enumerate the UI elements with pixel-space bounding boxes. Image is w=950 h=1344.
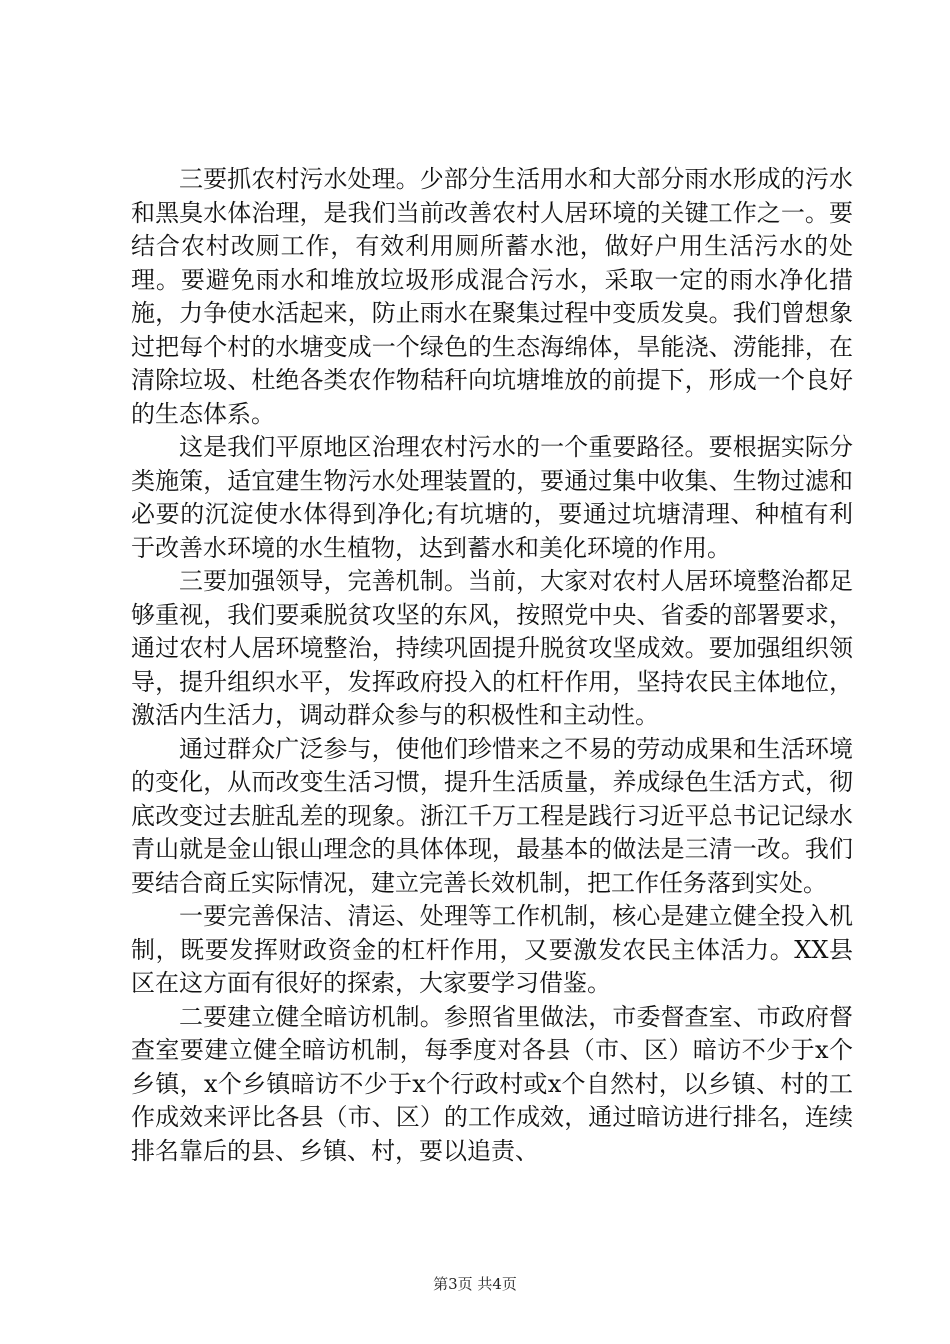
paragraph-5: 一要完善保洁、清运、处理等工作机制，核心是建立健全投入机制，既要发挥财政资金的杠杆作用，又要激发农民主体活力。XX县区在这方面有很好的探索，大家要学习借鉴。 (131, 902, 853, 997)
paragraph-3: 三要加强领导，完善机制。当前，大家对农村人居环境整治都足够重视，我们要乘脱贫攻坚的东风，按照党中央、省委的部署要求，通过农村人居环境整治，持续巩固提升脱贫攻坚成效。要加强组织领导，提升组织水平，发挥政府投入的杠杆作用，坚持农民主体地位，激活内生活力，调动群众参与的积极性和主动性。 (131, 567, 853, 729)
paragraph-4: 通过群众广泛参与，使他们珍惜来之不易的劳动成果和生活环境的变化，从而改变生活习惯，提升生活质量，养成绿色生活方式，彻底改变过去脏乱差的现象。浙江千万工程是践行习近平总书记记绿水青山就是金山银山理念的具体体现，最基本的做法是三清一改。我们要结合商丘实际情况，建立完善长效机制，把工作任务落到实处。 (131, 734, 853, 897)
paragraph-6: 二要建立健全暗访机制。参照省里做法，市委督查室、市政府督查室要建立健全暗访机制，每季度对各县（市、区）暗访不少于x个乡镇，x个乡镇暗访不少于x个行政村或x个自然村，以乡镇、村的工作成效来评比各县（市、区）的工作成效，通过暗访进行排名，连续排名靠后的县、乡镇、村，要以追责、 (131, 1002, 853, 1165)
document-body (131, 163, 853, 1168)
paragraph-1: 三要抓农村污水处理。少部分生活用水和大部分雨水形成的污水和黑臭水体治理，是我们当前改善农村人居环境的关键工作之一。要结合农村改厕工作，有效利用厕所蓄水池，做好户用生活污水的处理。要避免雨水和堆放垃圾形成混合污水，采取一定的雨水净化措施，力争使水活起来，防止雨水在聚集过程中变质发臭。我们曾想象过把每个村的水塘变成一个绿色的生态海绵体，旱能浇、涝能排，在清除垃圾、杜绝各类农作物秸秆向坑塘堆放的前提下，形成一个良好的生态体系。 (131, 165, 853, 428)
page-footer: 第3页 共4页 (433, 1275, 517, 1293)
paragraph-2: 这是我们平原地区治理农村污水的一个重要路径。要根据实际分类施策，适宜建生物污水处理装置的，要通过集中收集、生物过滤和必要的沉淀使水体得到净化;有坑塘的，要通过坑塘清理、种植有利于改善水环境的水生植物，达到蓄水和美化环境的作用。 (131, 433, 853, 562)
